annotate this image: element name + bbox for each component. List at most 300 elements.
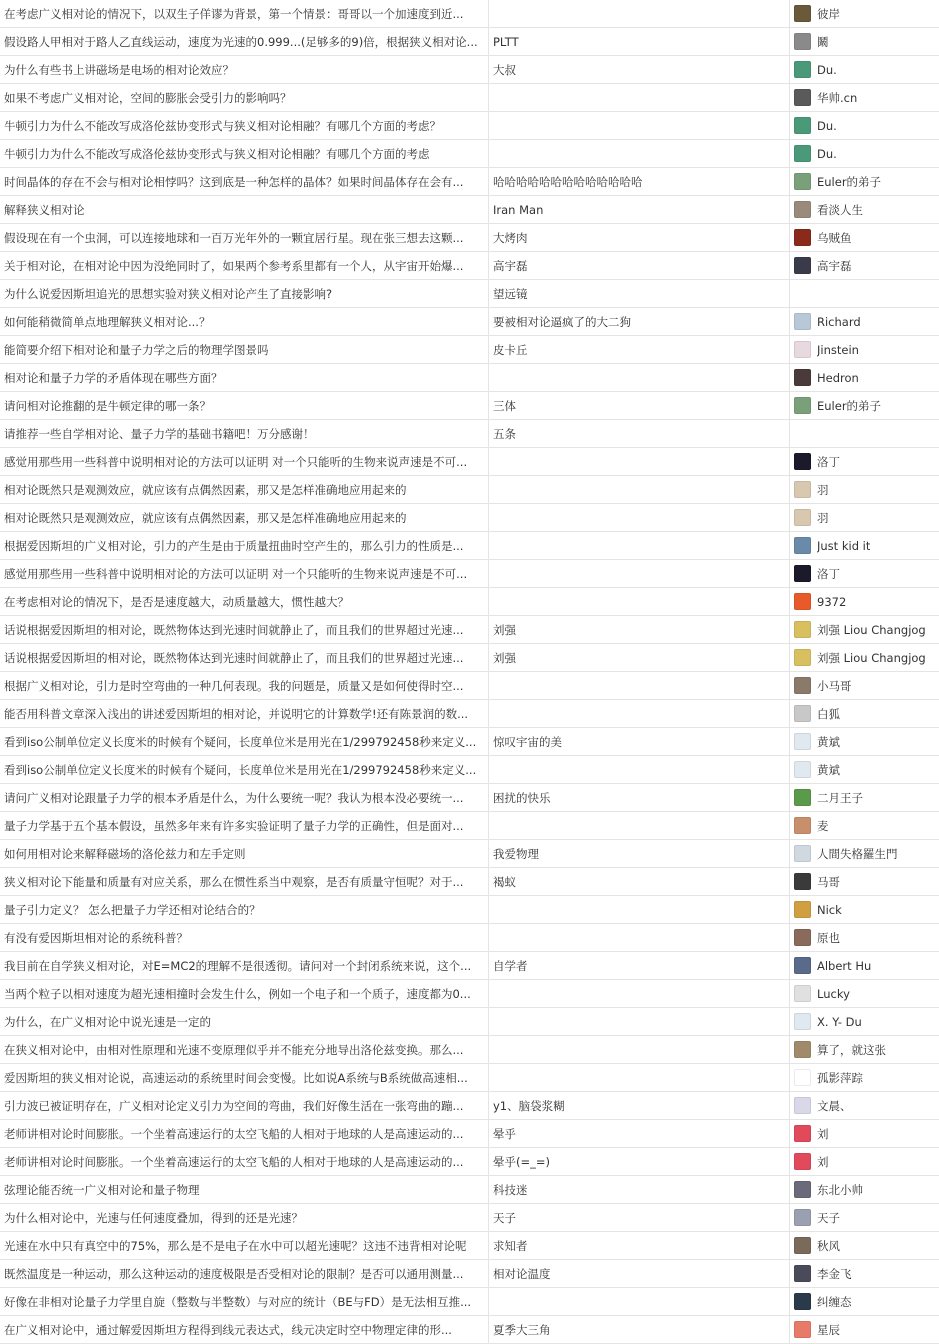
answerer-cell — [489, 1008, 790, 1036]
answerer-cell — [489, 476, 790, 504]
user-name[interactable]: 星辰 — [817, 1322, 840, 1338]
user-info[interactable] — [794, 677, 939, 694]
table-row — [0, 392, 939, 420]
table-row — [0, 1036, 939, 1064]
user-name[interactable]: 羽 — [817, 510, 829, 526]
table-row — [0, 588, 939, 616]
user-info[interactable] — [794, 33, 939, 50]
user-avatar-icon[interactable] — [794, 33, 811, 50]
user-name[interactable]: 黄斌 — [817, 734, 840, 750]
user-name[interactable]: 刘 — [817, 1126, 829, 1142]
question-cell — [0, 0, 489, 28]
user-avatar-icon[interactable] — [794, 1069, 811, 1086]
user-name[interactable]: 看淡人生 — [817, 202, 863, 218]
question-link[interactable]: 在考虑相对论的情况下，是否是速度越大，动质量越大，惯性越大？ — [4, 595, 349, 609]
question-cell — [0, 476, 489, 504]
user-avatar-icon[interactable] — [794, 593, 811, 610]
user-name[interactable]: Just kid it — [817, 539, 870, 553]
user-avatar-icon[interactable] — [794, 789, 811, 806]
table-row — [0, 756, 939, 784]
question-cell — [0, 896, 489, 924]
user-info[interactable] — [794, 1209, 939, 1226]
answerer-cell — [489, 756, 790, 784]
user-cell — [790, 784, 939, 812]
user-cell — [790, 532, 939, 560]
table-row — [0, 28, 939, 56]
question-link[interactable]: 请推荐一些自学相对论、量子力学的基础书籍吧！万分感谢！ — [4, 427, 315, 441]
answerer-cell: 相对论温度 — [489, 1260, 790, 1288]
user-avatar-icon[interactable] — [794, 957, 811, 974]
question-link[interactable]: 能否用科普文章深入浅出的讲述爱因斯坦的相对论，并说明它的计算数学!还有陈景润的数... — [4, 707, 468, 721]
question-cell — [0, 756, 489, 784]
user-cell — [790, 28, 939, 56]
user-info[interactable] — [794, 817, 939, 834]
user-cell — [790, 700, 939, 728]
user-avatar-icon[interactable] — [794, 565, 811, 582]
table-row — [0, 868, 939, 896]
user-name[interactable]: 羽 — [817, 482, 829, 498]
question-link[interactable]: 关于相对论，在相对论中因为没绝同时了，如果两个参考系里都有一个人，从宇宙开始爆... — [4, 259, 463, 273]
question-cell — [0, 868, 489, 896]
user-info[interactable] — [794, 5, 939, 22]
question-link[interactable]: 感觉用那些用一些科普中说明相对论的方法可以证明 对一个只能听的生物来说声速是不可... — [4, 455, 467, 469]
user-cell — [790, 560, 939, 588]
user-avatar-icon[interactable] — [794, 397, 811, 414]
user-cell — [790, 392, 939, 420]
user-avatar-icon[interactable] — [794, 117, 811, 134]
user-avatar-icon[interactable] — [794, 481, 811, 498]
question-link[interactable]: 相对论和量子力学的矛盾体现在哪些方面？ — [4, 371, 223, 385]
user-info[interactable] — [794, 537, 939, 554]
user-info[interactable] — [794, 481, 939, 498]
question-link[interactable]: 根据广义相对论，引力是时空弯曲的一种几何表现。我的问题是，质量又是如何使得时空... — [4, 679, 463, 693]
answerer-cell: PLTT — [489, 28, 790, 56]
question-cell — [0, 1260, 489, 1288]
user-avatar-icon[interactable] — [794, 733, 811, 750]
user-cell — [790, 1064, 939, 1092]
question-cell — [0, 644, 489, 672]
question-cell — [0, 448, 489, 476]
user-name[interactable]: 黄斌 — [817, 762, 840, 778]
user-avatar-icon[interactable] — [794, 313, 811, 330]
answerer-cell: y1、脑袋浆糊 — [489, 1092, 790, 1120]
user-info[interactable] — [794, 873, 939, 890]
user-name[interactable]: 小马哥 — [817, 678, 852, 694]
table-row — [0, 560, 939, 588]
user-name[interactable]: 麦 — [817, 818, 829, 834]
user-info[interactable] — [794, 929, 939, 946]
question-link[interactable]: 为什么，在广义相对论中说光速是一定的 — [4, 1015, 211, 1029]
user-name[interactable]: Hedron — [817, 371, 859, 385]
user-avatar-icon[interactable] — [794, 1097, 811, 1114]
user-cell — [790, 224, 939, 252]
question-link[interactable]: 弦理论能否统一广义相对论和量子物理 — [4, 1183, 200, 1197]
user-avatar-icon[interactable] — [794, 761, 811, 778]
question-link[interactable]: 牛顿引力为什么不能改写成洛伦兹协变形式与狭义相对论相融？有哪几个方面的考虑？ — [4, 119, 441, 133]
question-cell — [0, 1064, 489, 1092]
user-name[interactable]: 秋风 — [817, 1238, 840, 1254]
question-link[interactable]: 在考虑广义相对论的情况下，以双生子佯谬为背景，第一个情景：哥哥以一个加速度到近... — [4, 7, 463, 21]
user-info[interactable] — [794, 761, 939, 778]
table-row — [0, 336, 939, 364]
question-link[interactable]: 如何用相对论来解释磁场的洛伦兹力和左手定则 — [4, 847, 246, 861]
user-info[interactable] — [794, 789, 939, 806]
question-link[interactable]: 我目前在自学狭义相对论，对E=MC2的理解不是很透彻。请问对一个封闭系统来说，这个... — [4, 959, 471, 973]
user-avatar-icon[interactable] — [794, 173, 811, 190]
user-name[interactable]: 鬫 — [817, 34, 829, 50]
user-cell — [790, 1148, 939, 1176]
user-info[interactable] — [794, 733, 939, 750]
question-cell — [0, 308, 489, 336]
table-row — [0, 196, 939, 224]
answerer-cell — [489, 1036, 790, 1064]
user-cell — [790, 476, 939, 504]
user-avatar-icon[interactable] — [794, 61, 811, 78]
question-cell — [0, 1232, 489, 1260]
user-avatar-icon[interactable] — [794, 145, 811, 162]
user-info[interactable] — [794, 621, 939, 638]
question-cell — [0, 364, 489, 392]
user-name[interactable]: Richard — [817, 315, 861, 329]
user-info[interactable] — [794, 173, 939, 190]
user-cell — [790, 280, 939, 308]
question-link[interactable]: 请问相对论推翻的是牛顿定律的哪一条？ — [4, 399, 211, 413]
table-row — [0, 1176, 939, 1204]
user-avatar-icon[interactable] — [794, 257, 811, 274]
user-name[interactable]: 彼岸 — [817, 6, 840, 22]
user-info[interactable] — [794, 201, 939, 218]
user-avatar-icon[interactable] — [794, 873, 811, 890]
question-link[interactable]: 如何能稍微简单点地理解狭义相对论...？ — [4, 315, 210, 329]
user-avatar-icon[interactable] — [794, 929, 811, 946]
answerer-cell — [489, 896, 790, 924]
user-cell — [790, 84, 939, 112]
user-name[interactable]: 9372 — [817, 595, 846, 609]
question-link[interactable]: 为什么说爱因斯坦追光的思想实验对狭义相对论产生了直接影响? — [4, 287, 332, 301]
user-name[interactable]: 天子 — [817, 1210, 840, 1226]
question-link[interactable]: 话说根据爱因斯坦的相对论，既然物体达到光速时间就静止了，而且我们的世界超过光速... — [4, 623, 463, 637]
question-link[interactable]: 在狭义相对论中，由相对性原理和光速不变原理似乎并不能充分地导出洛伦兹变换。那么... — [4, 1043, 463, 1057]
user-info[interactable] — [794, 229, 939, 246]
user-avatar-icon[interactable] — [794, 845, 811, 862]
question-cell — [0, 1204, 489, 1232]
user-name[interactable]: Albert Hu — [817, 959, 871, 973]
user-name[interactable]: Du. — [817, 63, 837, 77]
question-link[interactable]: 假设现在有一个虫洞，可以连接地球和一百万光年外的一颗宜居行星。现在张三想去这颗... — [4, 231, 463, 245]
question-link[interactable]: 既然温度是一种运动，那么这种运动的速度极限是否受相对论的限制？是否可以通用测量... — [4, 1267, 463, 1281]
user-info[interactable] — [794, 341, 939, 358]
user-info[interactable] — [794, 1041, 939, 1058]
user-info[interactable] — [794, 369, 939, 386]
user-cell — [790, 616, 939, 644]
question-link[interactable]: 光速在水中只有真空中的75%，那么是不是电子在水中可以超光速呢？这违不违背相对论呢 — [4, 1239, 467, 1253]
user-avatar-icon[interactable] — [794, 649, 811, 666]
answerer-cell: 五条 — [489, 420, 790, 448]
user-name[interactable]: 文晨、 — [817, 1098, 852, 1114]
user-info[interactable] — [794, 901, 939, 918]
user-avatar-icon[interactable] — [794, 621, 811, 638]
question-cell — [0, 952, 489, 980]
user-avatar-icon[interactable] — [794, 509, 811, 526]
answerer-cell — [489, 112, 790, 140]
question-cell — [0, 840, 489, 868]
user-avatar-icon[interactable] — [794, 1209, 811, 1226]
answerer-cell — [489, 588, 790, 616]
table-row — [0, 840, 939, 868]
question-cell — [0, 1120, 489, 1148]
table-row — [0, 728, 939, 756]
user-info[interactable] — [794, 705, 939, 722]
user-name[interactable]: 高宇磊 — [817, 258, 852, 274]
user-cell — [790, 812, 939, 840]
user-cell — [790, 896, 939, 924]
user-cell — [790, 952, 939, 980]
user-cell — [790, 924, 939, 952]
question-link[interactable]: 感觉用那些用一些科普中说明相对论的方法可以证明 对一个只能听的生物来说声速是不可... — [4, 567, 467, 581]
user-name[interactable]: Du. — [817, 119, 837, 133]
question-cell — [0, 560, 489, 588]
user-name[interactable]: 刘强 Liou Changjog — [817, 650, 926, 666]
user-avatar-icon[interactable] — [794, 1265, 811, 1282]
user-cell — [790, 1260, 939, 1288]
user-cell — [790, 196, 939, 224]
user-avatar-icon[interactable] — [794, 985, 811, 1002]
user-info[interactable] — [794, 565, 939, 582]
question-cell — [0, 168, 489, 196]
user-name[interactable]: Du. — [817, 147, 837, 161]
table-row — [0, 280, 939, 308]
user-name[interactable]: 算了，就这张 — [817, 1042, 886, 1058]
user-cell — [790, 1008, 939, 1036]
user-name[interactable]: 洛丁 — [817, 454, 840, 470]
user-name[interactable]: 乌贼鱼 — [817, 230, 852, 246]
user-info[interactable] — [794, 593, 939, 610]
user-cell — [790, 588, 939, 616]
user-name[interactable]: 马哥 — [817, 874, 840, 890]
user-info[interactable] — [794, 313, 939, 330]
user-info[interactable] — [794, 1293, 939, 1310]
user-avatar-icon[interactable] — [794, 89, 811, 106]
question-link[interactable]: 老师讲相对论时间膨胀。一个坐着高速运行的太空飞船的人相对于地球的人是高速运动的... — [4, 1155, 463, 1169]
question-link[interactable]: 根据爱因斯坦的广义相对论，引力的产生是由于质量扭曲时空产生的，那么引力的性质是... — [4, 539, 463, 553]
answerer-cell: 惊叹宇宙的美 — [489, 728, 790, 756]
answerer-cell — [489, 1064, 790, 1092]
question-cell — [0, 1008, 489, 1036]
user-name[interactable]: 原也 — [817, 930, 840, 946]
user-name[interactable]: 东北小帅 — [817, 1182, 863, 1198]
question-cell — [0, 140, 489, 168]
user-info[interactable] — [794, 649, 939, 666]
table-row — [0, 224, 939, 252]
user-avatar-icon[interactable] — [794, 537, 811, 554]
user-avatar-icon[interactable] — [794, 817, 811, 834]
user-avatar-icon[interactable] — [794, 1293, 811, 1310]
question-link[interactable]: 假设路人甲相对于路人乙直线运动，速度为光速的0.999...(足够多的9)倍，根据狭义相对论... — [4, 35, 478, 49]
table-row — [0, 616, 939, 644]
user-avatar-icon[interactable] — [794, 1041, 811, 1058]
user-info[interactable] — [794, 1153, 939, 1170]
user-cell — [790, 252, 939, 280]
user-info[interactable] — [794, 1069, 939, 1086]
user-info[interactable] — [794, 509, 939, 526]
answerer-cell — [489, 448, 790, 476]
user-name[interactable]: Euler的弟子 — [817, 398, 881, 414]
answerer-cell — [489, 140, 790, 168]
question-link[interactable]: 话说根据爱因斯坦的相对论，既然物体达到光速时间就静止了，而且我们的世界超过光速... — [4, 651, 463, 665]
user-cell — [790, 1036, 939, 1064]
question-cell — [0, 1036, 489, 1064]
question-link[interactable]: 好像在非相对论量子力学里自旋（整数与半整数）与对应的统计（BE与FD）是无法相互推... — [4, 1295, 471, 1309]
user-name[interactable]: 白狐 — [817, 706, 840, 722]
user-cell — [790, 1176, 939, 1204]
question-link[interactable]: 有没有爱因斯坦相对论的系统科普？ — [4, 931, 188, 945]
user-info[interactable] — [794, 397, 939, 414]
table-row — [0, 1260, 939, 1288]
user-info[interactable] — [794, 117, 939, 134]
user-info[interactable] — [794, 61, 939, 78]
user-avatar-icon[interactable] — [794, 677, 811, 694]
user-avatar-icon[interactable] — [794, 1013, 811, 1030]
user-avatar-icon[interactable] — [794, 453, 811, 470]
question-link[interactable]: 看到iso公制单位定义长度米的时候有个疑问，长度单位米是用光在1/299792458秒来定义... — [4, 735, 476, 749]
table-row — [0, 1120, 939, 1148]
user-name[interactable]: Lucky — [817, 987, 850, 1001]
answerer-cell: 要被相对论逼疯了的大二狗 — [489, 308, 790, 336]
user-name[interactable]: 孤影萍踪 — [817, 1070, 863, 1086]
user-cell — [790, 112, 939, 140]
answerer-cell: 高宇磊 — [489, 252, 790, 280]
answerer-cell — [489, 504, 790, 532]
answerer-cell — [489, 532, 790, 560]
user-info[interactable] — [794, 1013, 939, 1030]
table-row — [0, 448, 939, 476]
user-name[interactable]: 二月王子 — [817, 790, 863, 806]
table-row — [0, 924, 939, 952]
table-row — [0, 84, 939, 112]
user-info[interactable] — [794, 1265, 939, 1282]
user-info[interactable] — [794, 957, 939, 974]
table-row — [0, 168, 939, 196]
user-avatar-icon[interactable] — [794, 1237, 811, 1254]
question-link[interactable]: 引力波已被证明存在，广义相对论定义引力为空间的弯曲，我们好像生活在一张弯曲的蹦... — [4, 1099, 463, 1113]
question-link[interactable]: 能简要介绍下相对论和量子力学之后的物理学图景吗 — [4, 343, 269, 357]
question-cell — [0, 280, 489, 308]
answerer-cell — [489, 560, 790, 588]
table-row — [0, 1204, 939, 1232]
question-link[interactable]: 时间晶体的存在不会与相对论相悖吗？这到底是一种怎样的晶体？如果时间晶体存在会有... — [4, 175, 463, 189]
user-name[interactable]: 华帅.cn — [817, 90, 857, 106]
user-avatar-icon[interactable] — [794, 229, 811, 246]
table-row — [0, 1008, 939, 1036]
question-link[interactable]: 当两个粒子以相对速度为超光速相撞时会发生什么，例如一个电子和一个质子，速度都为0... — [4, 987, 471, 1001]
user-cell — [790, 644, 939, 672]
user-info[interactable] — [794, 1097, 939, 1114]
table-row — [0, 644, 939, 672]
user-info[interactable] — [794, 257, 939, 274]
question-cell — [0, 196, 489, 224]
user-avatar-icon[interactable] — [794, 901, 811, 918]
question-link[interactable]: 为什么有些书上讲磁场是电场的相对论效应？ — [4, 63, 234, 77]
user-avatar-icon[interactable] — [794, 1153, 811, 1170]
table-row — [0, 812, 939, 840]
answerer-cell: 三体 — [489, 392, 790, 420]
question-cell — [0, 812, 489, 840]
question-link[interactable]: 狭义相对论下能量和质量有对应关系，那么在惯性系当中观察，是否有质量守恒呢？对于... — [4, 875, 463, 889]
user-cell — [790, 980, 939, 1008]
question-link[interactable]: 量子力学基于五个基本假设，虽然多年来有许多实验证明了量子力学的正确性，但是面对... — [4, 819, 463, 833]
user-avatar-icon[interactable] — [794, 705, 811, 722]
question-link[interactable]: 爱因斯坦的狭义相对论说，高速运动的系统里时间会变慢。比如说A系统与B系统做高速相... — [4, 1071, 468, 1085]
user-avatar-icon[interactable] — [794, 1181, 811, 1198]
question-link[interactable]: 如果不考虑广义相对论，空间的膨胀会受引力的影响吗？ — [4, 91, 292, 105]
question-link[interactable]: 为什么相对论中，光速与任何速度叠加，得到的还是光速？ — [4, 1211, 303, 1225]
answerer-cell — [489, 672, 790, 700]
user-cell — [790, 728, 939, 756]
question-link[interactable]: 量子引力定义？ 怎么把量子力学还相对论结合的？ — [4, 903, 261, 917]
table-row — [0, 1092, 939, 1120]
user-info[interactable] — [794, 453, 939, 470]
user-cell — [790, 840, 939, 868]
question-cell — [0, 392, 489, 420]
answerer-cell: 望远镜 — [489, 280, 790, 308]
question-cell — [0, 504, 489, 532]
answerer-cell: 刘强 — [489, 644, 790, 672]
user-name[interactable]: 刘 — [817, 1154, 829, 1170]
question-cell — [0, 980, 489, 1008]
question-link[interactable]: 相对论既然只是观测效应，就应该有点偶然因素，那又是怎样准确地应用起来的 — [4, 511, 407, 525]
user-name[interactable]: 李金飞 — [817, 1266, 852, 1282]
table-row — [0, 1288, 939, 1316]
question-cell — [0, 784, 489, 812]
user-name[interactable]: Nick — [817, 903, 842, 917]
user-info[interactable] — [794, 985, 939, 1002]
question-link[interactable]: 请问广义相对论跟量子力学的根本矛盾是什么，为什么要统一呢？我认为根本没必要统一... — [4, 791, 463, 805]
question-cell — [0, 1092, 489, 1120]
question-link[interactable]: 看到iso公制单位定义长度米的时候有个疑问，长度单位米是用光在1/299792458秒来定义... — [4, 763, 476, 777]
user-name[interactable]: 洛丁 — [817, 566, 840, 582]
question-cell — [0, 336, 489, 364]
answerer-cell — [489, 0, 790, 28]
question-cell — [0, 1288, 489, 1316]
user-info[interactable] — [794, 145, 939, 162]
question-link[interactable]: 相对论既然只是观测效应，就应该有点偶然因素，那又是怎样准确地应用起来的 — [4, 483, 407, 497]
user-info[interactable] — [794, 1125, 939, 1142]
user-name[interactable]: 人間失格羅生門 — [817, 846, 898, 862]
user-avatar-icon[interactable] — [794, 341, 811, 358]
user-avatar-icon[interactable] — [794, 5, 811, 22]
answerer-cell: 晕乎(=_=) — [489, 1148, 790, 1176]
question-link[interactable]: 老师讲相对论时间膨胀。一个坐着高速运行的太空飞船的人相对于地球的人是高速运动的... — [4, 1127, 463, 1141]
user-avatar-icon[interactable] — [794, 1125, 811, 1142]
user-name[interactable]: Euler的弟子 — [817, 174, 881, 190]
user-info[interactable] — [794, 89, 939, 106]
question-cell — [0, 728, 489, 756]
user-avatar-icon[interactable] — [794, 369, 811, 386]
user-name[interactable]: X. Y- Du — [817, 1015, 862, 1029]
question-link[interactable]: 牛顿引力为什么不能改写成洛伦兹协变形式与狭义相对论相融？有哪几个方面的考虑 — [4, 147, 430, 161]
answerer-cell: 皮卡丘 — [489, 336, 790, 364]
user-avatar-icon[interactable] — [794, 201, 811, 218]
question-link[interactable]: 解释狭义相对论 — [4, 203, 85, 217]
user-info[interactable] — [794, 1181, 939, 1198]
user-name[interactable]: Jinstein — [817, 343, 859, 357]
answerer-cell: 褐蚁 — [489, 868, 790, 896]
user-info[interactable] — [794, 845, 939, 862]
user-name[interactable]: 刘强 Liou Changjog — [817, 622, 926, 638]
question-link[interactable]: 在广义相对论中，通过解爱因斯坦方程得到线元表达式，线元决定时空中物理定律的形... — [4, 1323, 452, 1337]
user-name[interactable]: 纠缠态 — [817, 1294, 852, 1310]
user-info[interactable] — [794, 1237, 939, 1254]
